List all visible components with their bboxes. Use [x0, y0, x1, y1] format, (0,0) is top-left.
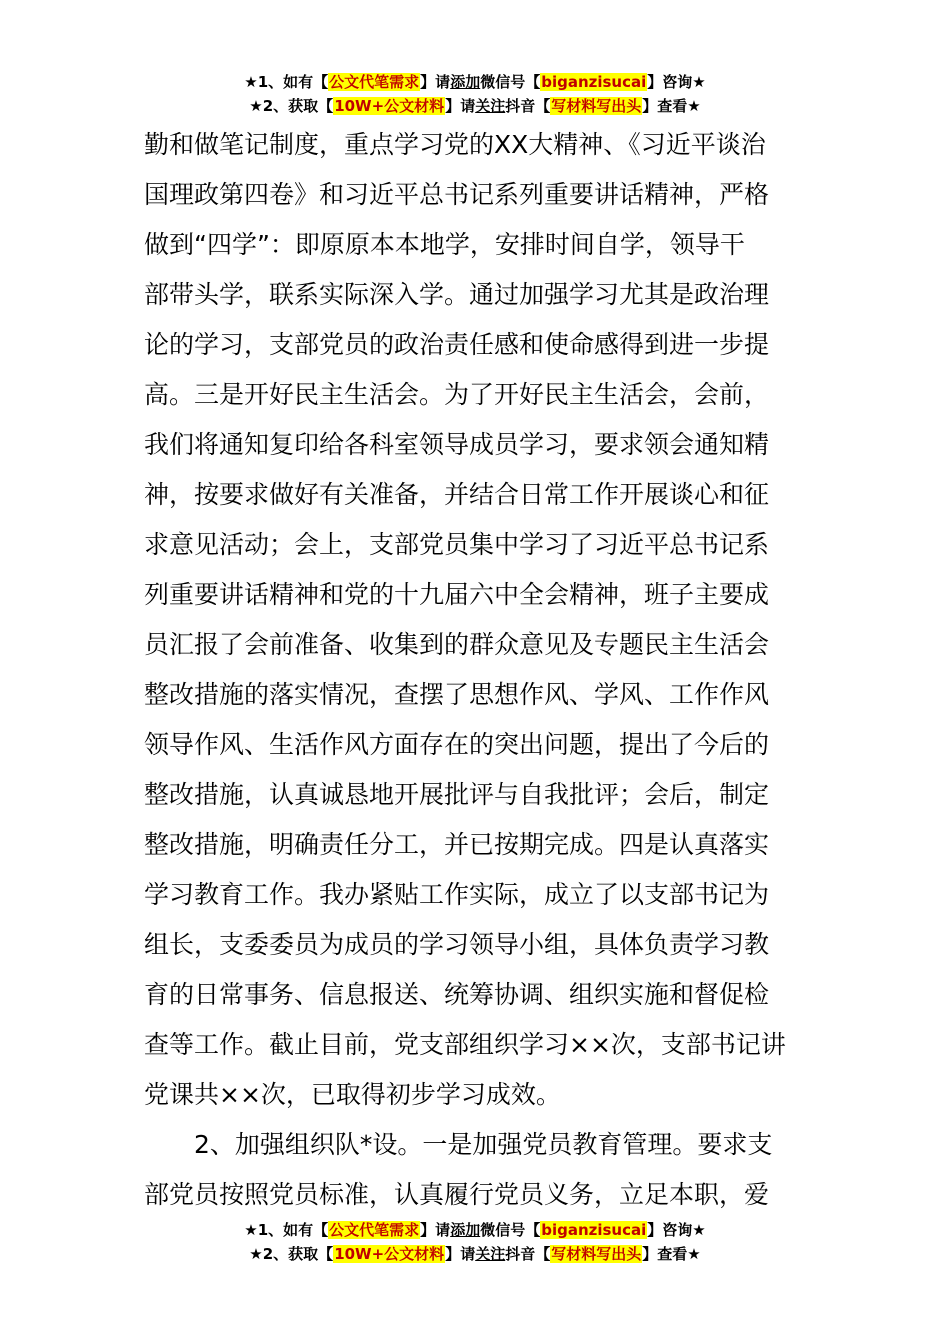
banner-highlight: 10W+公文材料 — [334, 1245, 445, 1263]
body-line: 做到“四学”：即原原本本地学，安排时间自学，领导干 — [144, 230, 745, 259]
body-line: 高。三是开好民主生活会。为了开好民主生活会，会前， — [144, 380, 770, 409]
body-line: 我们将通知复印给各科室领导成员学习，要求领会通知精 — [144, 430, 770, 459]
banner-text: ★2、获取【 — [249, 97, 334, 115]
body-line: 党课共××次，已取得初步学习成效。 — [144, 1080, 561, 1109]
banner-highlight: 公文代笔需求 — [329, 1221, 420, 1239]
body-line: 部党员按照党员标准，认真履行党员义务，立足本职，爱 — [144, 1180, 770, 1209]
banner-text: 】请 — [420, 73, 451, 91]
body-line: 领导作风、生活作风方面存在的突出问题，提出了今后的 — [144, 730, 770, 759]
banner-highlight: 写材料写出头 — [551, 1245, 642, 1263]
banner-highlight: biganzisucai — [541, 73, 647, 91]
banner-text: 微信号【 — [480, 73, 541, 91]
banner-text: ★1、如有【 — [244, 1221, 329, 1239]
banner-highlight: biganzisucai — [541, 1221, 647, 1239]
banner-line-2 — [0, 94, 950, 118]
banner-text: 】咨询★ — [647, 73, 706, 91]
body-line: 整改措施，认真诚恳地开展批评与自我批评；会后，制定 — [144, 780, 770, 809]
banner-highlight: 10W+公文材料 — [334, 97, 445, 115]
banner-text: 抖音【 — [505, 97, 551, 115]
body-line: 整改措施，明确责任分工，并已按期完成。四是认真落实 — [144, 830, 770, 859]
body-line: 组长，支委委员为成员的学习领导小组，具体负责学习教 — [144, 930, 770, 959]
banner-underlined: 关注 — [475, 1245, 506, 1263]
banner-text: 微信号【 — [480, 1221, 541, 1239]
body-line: 查等工作。截止目前，党支部组织学习××次，支部书记讲 — [144, 1030, 786, 1059]
banner-line-1 — [0, 1218, 950, 1242]
banner-text: 】请 — [420, 1221, 451, 1239]
banner-underlined: 添加 — [450, 1221, 481, 1239]
body-line: 2、加强组织队*设。一是加强党员教育管理。要求支 — [144, 1130, 773, 1159]
banner-underlined: 添加 — [450, 73, 481, 91]
body-line: 勤和做笔记制度，重点学习党的XX大精神、《习近平谈治 — [144, 130, 766, 159]
banner-text: 】查看★ — [642, 1245, 701, 1263]
body-line: 员汇报了会前准备、收集到的群众意见及专题民主生活会 — [144, 630, 770, 659]
body-line: 神，按要求做好有关准备，并结合日常工作开展谈心和征 — [144, 480, 770, 509]
footer-banner — [0, 1218, 950, 1266]
document-body — [144, 120, 809, 1220]
banner-line-1 — [0, 70, 950, 94]
body-line: 学习教育工作。我办紧贴工作实际，成立了以支部书记为 — [144, 880, 770, 909]
body-line: 部带头学，联系实际深入学。通过加强学习尤其是政治理 — [144, 280, 770, 309]
body-line: 求意见活动；会上，支部党员集中学习了习近平总书记系 — [144, 530, 770, 559]
body-line: 列重要讲话精神和党的十九届六中全会精神，班子主要成 — [144, 580, 770, 609]
banner-text: 】查看★ — [642, 97, 701, 115]
body-line: 国理政第四卷》和习近平总书记系列重要讲话精神，严格 — [144, 180, 770, 209]
banner-underlined: 关注 — [475, 97, 506, 115]
banner-highlight: 写材料写出头 — [551, 97, 642, 115]
body-line: 育的日常事务、信息报送、统筹协调、组织实施和督促检 — [144, 980, 770, 1009]
banner-highlight: 公文代笔需求 — [329, 73, 420, 91]
banner-text: 】请 — [445, 97, 476, 115]
banner-text: 】咨询★ — [647, 1221, 706, 1239]
header-banner — [0, 70, 950, 118]
banner-text: ★2、获取【 — [249, 1245, 334, 1263]
banner-text: 】请 — [445, 1245, 476, 1263]
banner-text: 抖音【 — [505, 1245, 551, 1263]
body-line: 整改措施的落实情况，查摆了思想作风、学风、工作作风 — [144, 680, 770, 709]
banner-text: ★1、如有【 — [244, 73, 329, 91]
banner-line-2 — [0, 1242, 950, 1266]
body-line: 论的学习，支部党员的政治责任感和使命感得到进一步提 — [144, 330, 770, 359]
